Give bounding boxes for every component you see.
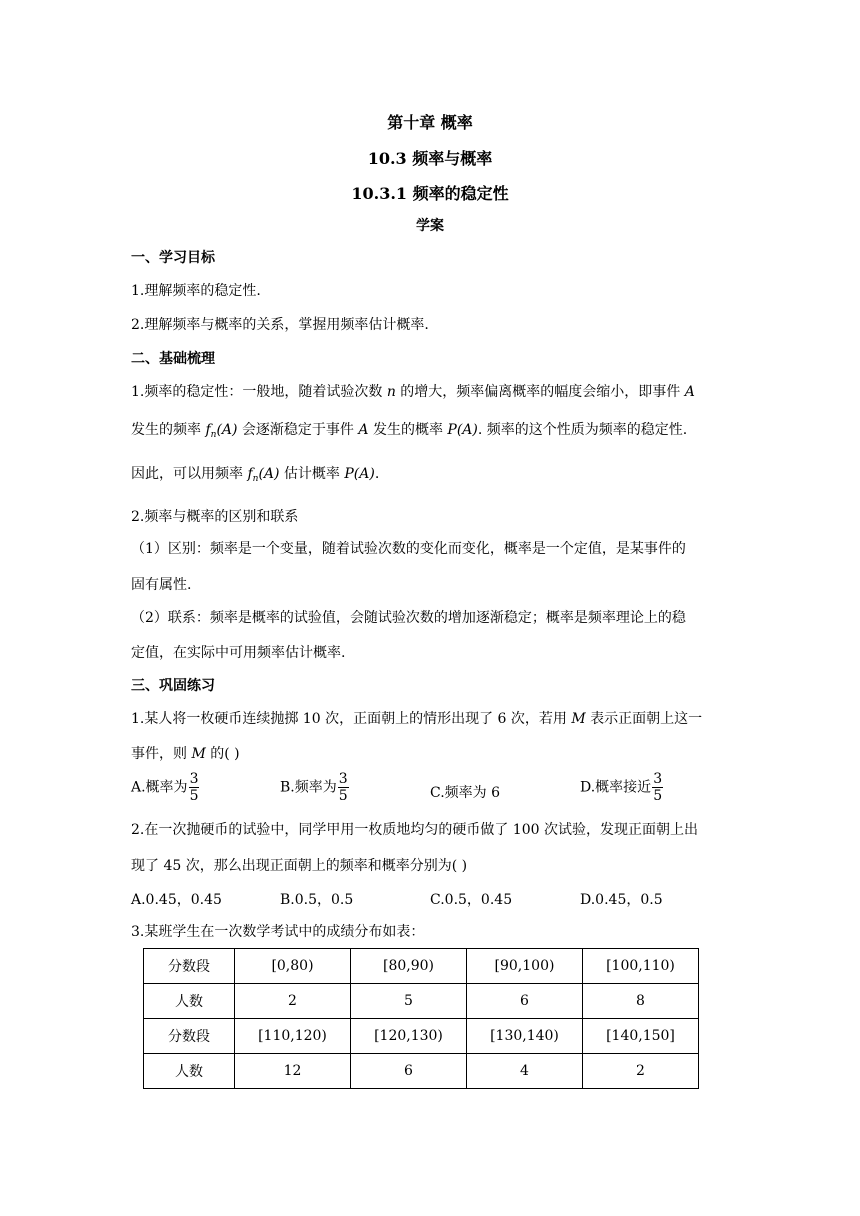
table-cell: 4 — [467, 1054, 583, 1089]
table-cell: 6 — [467, 984, 583, 1019]
numerator: 3 — [338, 771, 348, 787]
text-run: 的增大，频率偏离概率的幅度会缩小，即事件 — [395, 384, 685, 400]
table-row — [144, 949, 699, 984]
goal-item: 2.理解频率与概率的关系，掌握用频率估计概率. — [131, 317, 429, 333]
math-pa: P(A) — [344, 466, 375, 482]
table-cell: 分数段 — [144, 949, 235, 984]
paragraph-line: 2.频率与概率的区别和联系 — [131, 509, 299, 525]
text-run: 的( ) — [205, 746, 240, 762]
chapter-title: 第十章 概率 — [387, 113, 473, 132]
text-run: 1.频率的稳定性：一般地，随着试验次数 — [131, 384, 387, 400]
paragraph-line: （2）联系：频率是概率的试验值，会随试验次数的增加逐渐稳定；概率是频率理论上的稳 — [131, 610, 686, 626]
fraction — [338, 771, 349, 804]
math-var: A — [684, 384, 695, 400]
question-line: 3.某班学生在一次数学考试中的成绩分布如表： — [131, 924, 425, 940]
math-f: f — [205, 422, 211, 438]
subsection-title: 10.3.1 频率的稳定性 — [351, 184, 509, 203]
math-var: M — [571, 711, 586, 727]
paragraph-line: 定值，在实际中可用频率估计概率. — [131, 645, 346, 661]
text-run: . — [374, 466, 380, 482]
option-label: D.概率接近 — [580, 779, 652, 796]
goal-item: 1.理解频率的稳定性. — [131, 283, 261, 299]
numerator: 3 — [653, 771, 663, 787]
text-run: 估计概率 — [279, 466, 345, 482]
text-run: . 频率的这个性质为频率的稳定性. — [477, 422, 688, 438]
math-sub: n — [210, 430, 217, 440]
fraction — [652, 771, 663, 804]
table-cell: [100,110) — [583, 949, 699, 984]
table-cell: [90,100) — [467, 949, 583, 984]
question-line — [131, 709, 731, 729]
table-cell: [110,120) — [235, 1019, 351, 1054]
table-cell: 人数 — [144, 1054, 235, 1089]
table-cell: 6 — [351, 1054, 467, 1089]
math-var: n — [386, 384, 396, 400]
table-cell: [130,140) — [467, 1019, 583, 1054]
option-c: C.0.5，0.45 — [430, 892, 513, 908]
math-pa: P(A) — [447, 422, 478, 438]
text-run: 1.某人将一枚硬币连续抛掷 10 次，正面朝上的情形出现了 6 次，若用 — [131, 711, 572, 727]
table-cell: [0,80) — [235, 949, 351, 984]
option-label: B.频率为 — [280, 779, 337, 796]
fraction — [189, 771, 200, 804]
table-cell: 人数 — [144, 984, 235, 1019]
table-cell: 12 — [235, 1054, 351, 1089]
option-a: A.0.45，0.45 — [131, 892, 222, 908]
math-arg: (A) — [258, 466, 280, 482]
denominator: 5 — [189, 788, 199, 804]
section-heading-goals: 一、学习目标 — [131, 250, 215, 266]
denominator: 5 — [653, 788, 663, 804]
table-row — [144, 984, 699, 1019]
option-b — [280, 771, 350, 804]
score-distribution-table — [143, 948, 699, 1089]
math-arg: (A) — [216, 422, 238, 438]
question-line: 2.在一次抛硬币的试验中，同学甲用一枚质地均匀的硬币做了 100 次试验，发现正面朝上出 — [131, 822, 698, 838]
table-cell: 分数段 — [144, 1019, 235, 1054]
table-cell: [140,150] — [583, 1019, 699, 1054]
text-run: 表示正面朝上这一 — [585, 711, 703, 727]
paragraph-line — [131, 420, 731, 445]
question-line: 现了 45 次，那么出现正面朝上的频率和概率分别为( ) — [131, 858, 468, 874]
text-run: 会逐渐稳定于事件 — [237, 422, 359, 438]
table-cell: [120,130) — [351, 1019, 467, 1054]
denominator: 5 — [338, 788, 348, 804]
table-row — [144, 1019, 699, 1054]
option-d — [580, 771, 664, 804]
section-heading-basics: 二、基础梳理 — [131, 351, 215, 367]
table-cell: 8 — [583, 984, 699, 1019]
text-run: 发生的概率 — [368, 422, 448, 438]
math-var: M — [191, 746, 206, 762]
option-a — [131, 771, 200, 804]
table-cell: [80,90) — [351, 949, 467, 984]
table-row — [144, 1054, 699, 1089]
option-b: B.0.5，0.5 — [280, 892, 354, 908]
table-cell: 2 — [235, 984, 351, 1019]
doc-kind-label: 学案 — [416, 218, 444, 234]
paragraph-line: （1）区别：频率是一个变量，随着试验次数的变化而变化，概率是一个定值，是某事件的 — [131, 541, 686, 557]
section-title: 10.3 频率与概率 — [367, 149, 493, 168]
question-line — [131, 744, 731, 764]
text-run: 因此，可以用频率 — [131, 466, 248, 482]
section-heading-practice: 三、巩固练习 — [131, 678, 215, 694]
numerator: 3 — [189, 771, 199, 787]
option-d: D.0.45，0.5 — [580, 892, 663, 908]
option-c: C.频率为 6 — [430, 785, 501, 801]
math-sub: n — [252, 474, 259, 484]
text-run: 发生的频率 — [131, 422, 206, 438]
text-run: 事件，则 — [131, 746, 192, 762]
paragraph-line — [131, 382, 731, 402]
table-cell: 5 — [351, 984, 467, 1019]
paragraph-line: 固有属性. — [131, 577, 192, 593]
table-cell: 2 — [583, 1054, 699, 1089]
option-label: A.概率为 — [131, 779, 188, 796]
paragraph-line — [131, 464, 731, 489]
math-f: f — [247, 466, 253, 482]
math-var: A — [358, 422, 369, 438]
